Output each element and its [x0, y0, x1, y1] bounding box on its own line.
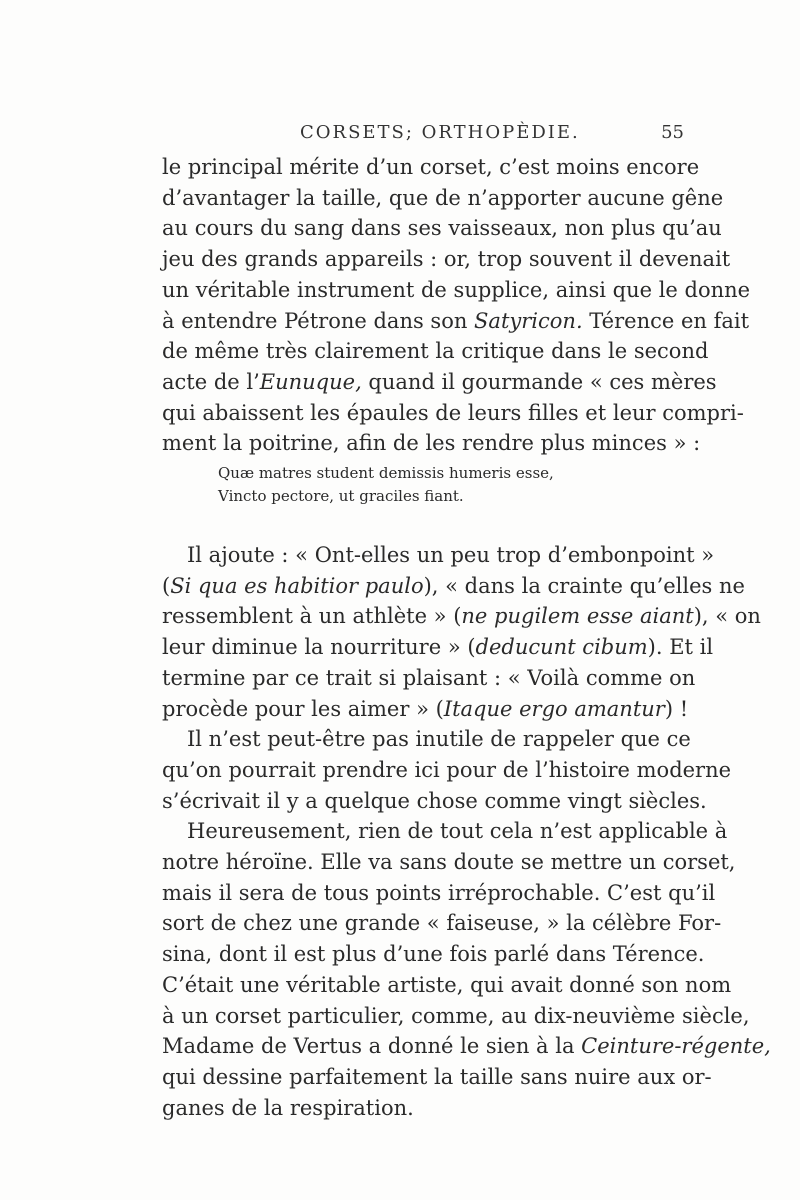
text-segment: acte de l’	[162, 369, 260, 394]
quote-line: Vincto pectore, ut graciles fiant.	[218, 487, 464, 505]
page-number: 55	[661, 122, 684, 143]
text-line: mais il sera de tous points irréprochable. C’est qu’il	[162, 880, 716, 905]
text-line: au cours du sang dans ses vaisseaux, non plus qu’au	[162, 216, 722, 241]
text-line	[162, 306, 750, 337]
text-segment: Madame de Vertus a donné le sien à la	[162, 1034, 582, 1059]
quote-line: Quæ matres student demissis humeris esse,	[218, 464, 554, 482]
text-line: Il ajoute : « Ont-elles un peu trop d’embonpoint »	[187, 543, 715, 567]
text-segment: ), « on	[693, 604, 761, 629]
italic-latin: ne pugilem esse aiant	[461, 604, 694, 629]
italic-title-eunuque: Eunuque,	[259, 369, 362, 394]
text-line: ganes de la respiration.	[162, 1095, 414, 1120]
text-line: jeu des grands appareils : or, trop souvent il devenait	[162, 247, 731, 272]
text-segment: procède pour les aimer » (	[162, 696, 444, 721]
paragraph-1	[162, 152, 751, 459]
italic-title-satyricon: Satyricon.	[474, 308, 583, 333]
italic-latin: Si qua es habitior paulo	[170, 573, 424, 598]
text-line: ment la poitrine, afin de les rendre plus minces » :	[162, 431, 701, 456]
text-line: notre héroïne. Elle va sans doute se mettre un corset,	[162, 850, 736, 875]
text-line: qui dessine parfaitement la taille sans nuire aux or-	[162, 1064, 712, 1089]
text-line	[162, 1031, 771, 1062]
latin-quotation	[218, 462, 678, 508]
text-line: un véritable instrument de supplice, ainsi que le donne	[162, 277, 751, 302]
text-segment: à entendre Pétrone dans son	[162, 308, 475, 333]
text-line: de même très clairement la critique dans le second	[162, 339, 709, 364]
text-line	[162, 632, 714, 663]
text-line: à un corset particulier, comme, au dix-neuvième siècle,	[162, 1003, 750, 1028]
text-line: d’avantager la taille, que de n’apporter aucune gêne	[162, 185, 724, 210]
italic-latin: deducunt cibum	[475, 635, 648, 660]
text-line: Il n’est peut-être pas inutile de rappeler que ce	[187, 727, 691, 752]
text-segment: quand il gourmande « ces mères	[361, 369, 717, 394]
running-head	[160, 122, 684, 150]
text-line	[162, 694, 689, 725]
running-title: CORSETS; ORTHOPÈDIE.	[300, 122, 580, 143]
text-segment: ) !	[664, 696, 689, 721]
text-line: Heureusement, rien de tout cela n’est applicable à	[187, 819, 728, 844]
text-segment: Térence en fait	[582, 308, 750, 333]
text-line: le principal mérite d’un corset, c’est moins encore	[162, 155, 700, 179]
text-line: sina, dont il est plus d’une fois parlé dans Térence.	[162, 942, 705, 967]
text-line: s’écrivait il y a quelque chose comme vingt siècles.	[162, 788, 707, 813]
text-line: qui abaissent les épaules de leurs filles et leur compri-	[162, 400, 744, 425]
italic-ceinture-regente: Ceinture-régente,	[581, 1034, 771, 1059]
text-line: sort de chez une grande « faiseuse, » la célèbre For-	[162, 911, 722, 936]
text-segment: ), « dans la crainte qu’elles ne	[423, 573, 745, 598]
main-text-continued	[162, 540, 771, 1123]
text-segment: ressemblent à un athlète » (	[162, 604, 462, 629]
text-segment: leur diminue la nourriture » (	[162, 635, 476, 660]
text-line: (Si qua es habitior paulo), « dans la crainte qu’elles ne	[162, 573, 745, 598]
text-line	[162, 367, 717, 398]
italic-latin: Itaque ergo amantur	[443, 696, 665, 721]
text-line: qu’on pourrait prendre ici pour de l’histoire moderne	[162, 757, 732, 782]
text-line: termine par ce trait si plaisant : « Voilà comme on	[162, 665, 696, 690]
text-line	[162, 601, 761, 632]
text-segment: ). Et il	[647, 635, 714, 660]
text-line: C’était une véritable artiste, qui avait donné son nom	[162, 972, 732, 997]
